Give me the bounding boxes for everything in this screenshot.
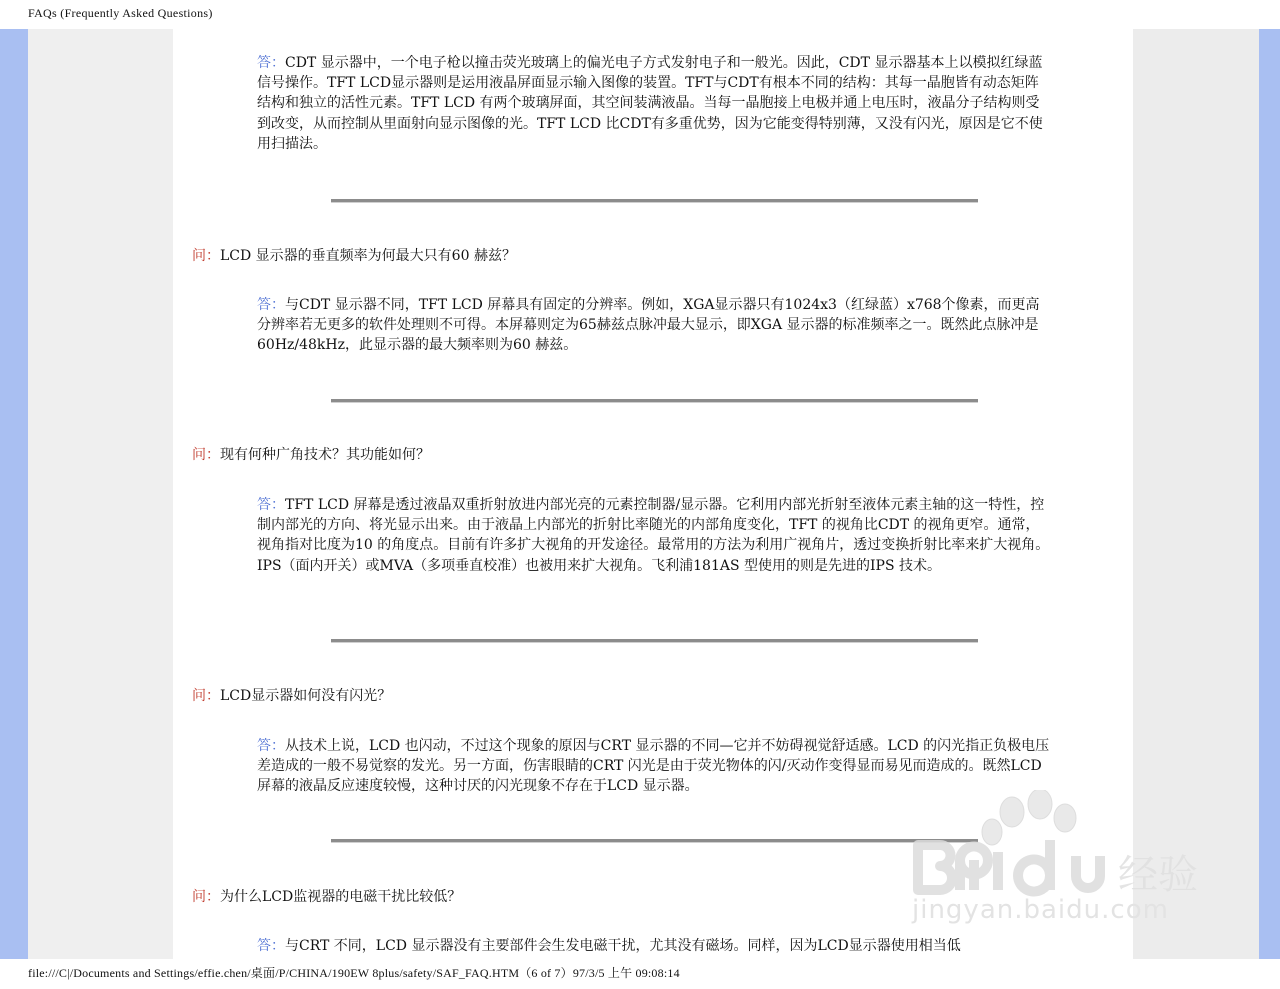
question-label: 问：: [192, 688, 220, 704]
left-blue-border: [0, 29, 28, 959]
answer-5: [257, 936, 1052, 956]
answer-label: 答：: [257, 938, 285, 954]
answer-3: [257, 495, 1052, 576]
answer-label: 答：: [257, 297, 285, 313]
baidu-watermark-url: jingyan.baidu.com: [912, 895, 1169, 925]
answer-1: [257, 53, 1052, 154]
question-5: [192, 886, 461, 906]
separator-rule: [331, 199, 978, 203]
question-text: 为什么LCD监视器的电磁干扰比较低？: [220, 889, 462, 905]
question-text: LCD 显示器的垂直频率为何最大只有60 赫兹？: [220, 248, 516, 264]
answer-text: 从技术上说，LCD 也闪动，不过这个现象的原因与CRT 显示器的不同—它并不妨碍视觉舒适感。LCD 的闪光指正负极电压差造成的一般不易觉察的发光。另一方面，伤害眼睛的CRT 闪光是由于荧光物体的闪/灭动作变得显而易见而造成的。既然LCD 屏幕的液晶反应速度较慢，这种讨厌的闪光现象不存在于LCD 显示器。: [257, 738, 1050, 795]
question-label: 问：: [192, 248, 220, 264]
right-blue-border: [1259, 29, 1280, 959]
question-3: [192, 444, 430, 464]
print-footer-path: file:///C|/Documents and Settings/effie.chen/桌面/P/CHINA/190EW 8plus/safety/SAF_FAQ.HTM（6 of 7）97/3/5 上午 09:08:14: [28, 966, 680, 980]
question-text: LCD显示器如何没有闪光？: [220, 688, 392, 704]
separator-rule: [331, 399, 978, 403]
question-label: 问：: [192, 447, 220, 463]
answer-text: 与CDT 显示器不同，TFT LCD 屏幕具有固定的分辨率。例如，XGA显示器只有1024x3（红绿蓝）x768个像素，而更高分辨率若无更多的软件处理则不可得。本屏幕则定为65赫兹点脉冲最大显示，即XGA 显示器的标准频率之一。既然此点脉冲是60Hz/48kHz，此显示器的最大频率则为60 赫兹。: [257, 297, 1040, 354]
left-gray-margin: [28, 29, 173, 959]
svg-text:经验: 经验: [1118, 852, 1198, 898]
separator-rule: [331, 839, 978, 843]
print-header-title: FAQs (Frequently Asked Questions): [28, 6, 213, 20]
answer-label: 答：: [257, 738, 285, 754]
answer-label: 答：: [257, 55, 285, 71]
question-text: 现有何种广角技术？其功能如何？: [220, 447, 430, 463]
answer-label: 答：: [257, 497, 285, 513]
answer-2: [257, 295, 1052, 356]
separator-rule: [331, 639, 978, 643]
answer-text: CDT 显示器中，一个电子枪以撞击荧光玻璃上的偏光电子方式发射电子和一般光。因此，CDT 显示器基本上以模拟红绿蓝信号操作。TFT LCD显示器则是运用液晶屏面显示输入图像的装置。TFT与CDT有根本不同的结构：其每一晶胞皆有动态矩阵结构和独立的活性元素。TFT LCD 有两个玻璃屏面，其空间装满液晶。当每一晶胞接上电极并通上电压时，液晶分子结构则受到改变，从而控制从里面射向显示图像的光。TFT LCD 比CDT有多重优势，因为它能变得特别薄，又没有闪光，原因是它不使用扫描法。: [257, 55, 1043, 152]
answer-4: [257, 736, 1052, 797]
question-label: 问：: [192, 889, 220, 905]
answer-text: TFT LCD 屏幕是透过液晶双重折射放进内部光亮的元素控制器/显示器。它利用内部光折射至液体元素主轴的这一特性，控制内部光的方向、将光显示出来。由于液晶上内部光的折射比率随光的内部角度变化，TFT 的视角比CDT 的视角更窄。通常，视角指对比度为10 的角度点。目前有许多扩大视角的开发途径。最常用的方法为利用广视角片，透过变换折射比率来扩大视角。IPS（面内开关）或MVA（多项垂直校准）也被用来扩大视角。飞利浦181AS 型使用的则是先进的IPS 技术。: [257, 497, 1050, 574]
answer-text: 与CRT 不同，LCD 显示器没有主要部件会生发电磁干扰，尤其没有磁场。同样，因为LCD显示器使用相当低: [285, 938, 961, 954]
question-4: [192, 685, 391, 705]
question-2: [192, 245, 516, 265]
